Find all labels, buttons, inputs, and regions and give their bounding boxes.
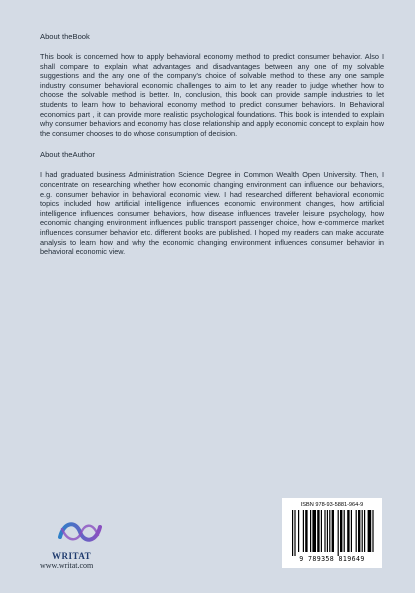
barcode-bar xyxy=(358,510,360,552)
publisher-url: www.writat.com xyxy=(40,561,94,570)
isbn-label: ISBN 978-93-5881-964-9 xyxy=(300,502,364,508)
barcode-bar xyxy=(292,510,293,556)
barcode-bars xyxy=(290,510,374,556)
barcode-bar xyxy=(310,510,311,552)
about-author-text: I had graduated business Administration Science Degree in Common Wealth Open University. Then, I concentrate on researching whether how economic changing environment can influence our behaviors, e.g. consumer behavior in behavioral economic view. I had researched different behavioral economic topics included how artificial intelligence influences economic environment changes, how artificial intelligence influences consumer behaviors, how disease influences traveler leisure psychology, how economic changing environment influences public transport passenger choice, how e-commerce market influences consumer behavior etc. different books are published. I hoped my readers can make accurate analysis to learn how and why the economic changing environment influences consumer behavior in behavioral economic view. xyxy=(40,170,384,257)
barcode-bar xyxy=(351,510,352,552)
barcode-bar xyxy=(329,510,330,552)
infinity-swoosh-icon xyxy=(56,515,104,549)
publisher-logo xyxy=(40,515,120,571)
barcode-bar xyxy=(312,510,316,552)
about-book-text: This book is concerned how to apply behavioral economy method to predict consumer behavior. Also I shall compare to explain what advantages and disadvantages between any one of my solvable suggestions and the any one of the company's choice of solvable method to these any one sample industry consumer behavioral economic challenges to aim to let any reader to judge whether how to choose the solvable method is better. In, conclusion, this book can provide sample industries to let students to learn how to behavioral economy method to predict consumer behaviors. In Behavioral economics part , it can provide more realistic psychological foundations. This book is intended to explain why consumer behaviors and economy has close relationship and apply economic concept to explain how the consumer chooses to do whose consumption of decision. xyxy=(40,52,384,138)
about-book-heading: About theBook xyxy=(40,32,90,41)
about-author-heading: About theAuthor xyxy=(40,150,95,160)
barcode-bar xyxy=(338,510,339,556)
barcode-bar xyxy=(303,510,304,552)
isbn-barcode xyxy=(282,498,382,568)
barcode-bar xyxy=(344,510,345,552)
barcode-bar xyxy=(305,510,307,552)
barcode-bar xyxy=(298,510,299,552)
barcode-bar xyxy=(362,510,363,552)
barcode-bar xyxy=(317,510,319,552)
barcode-digits: 9 789358 819649 xyxy=(299,555,365,563)
barcode-bar xyxy=(294,510,295,556)
back-cover-text xyxy=(40,32,384,269)
barcode-bar xyxy=(356,510,357,552)
barcode-bar xyxy=(368,510,372,552)
barcode-bar xyxy=(372,510,373,552)
barcode-bar xyxy=(327,510,328,552)
barcode-bar xyxy=(321,510,322,552)
barcode-bar xyxy=(340,510,342,552)
publisher-name: WRITAT xyxy=(52,551,92,561)
barcode-bar xyxy=(347,510,349,552)
barcode-bar xyxy=(364,510,365,552)
barcode-bar xyxy=(332,510,334,552)
barcode-bar xyxy=(324,510,325,552)
